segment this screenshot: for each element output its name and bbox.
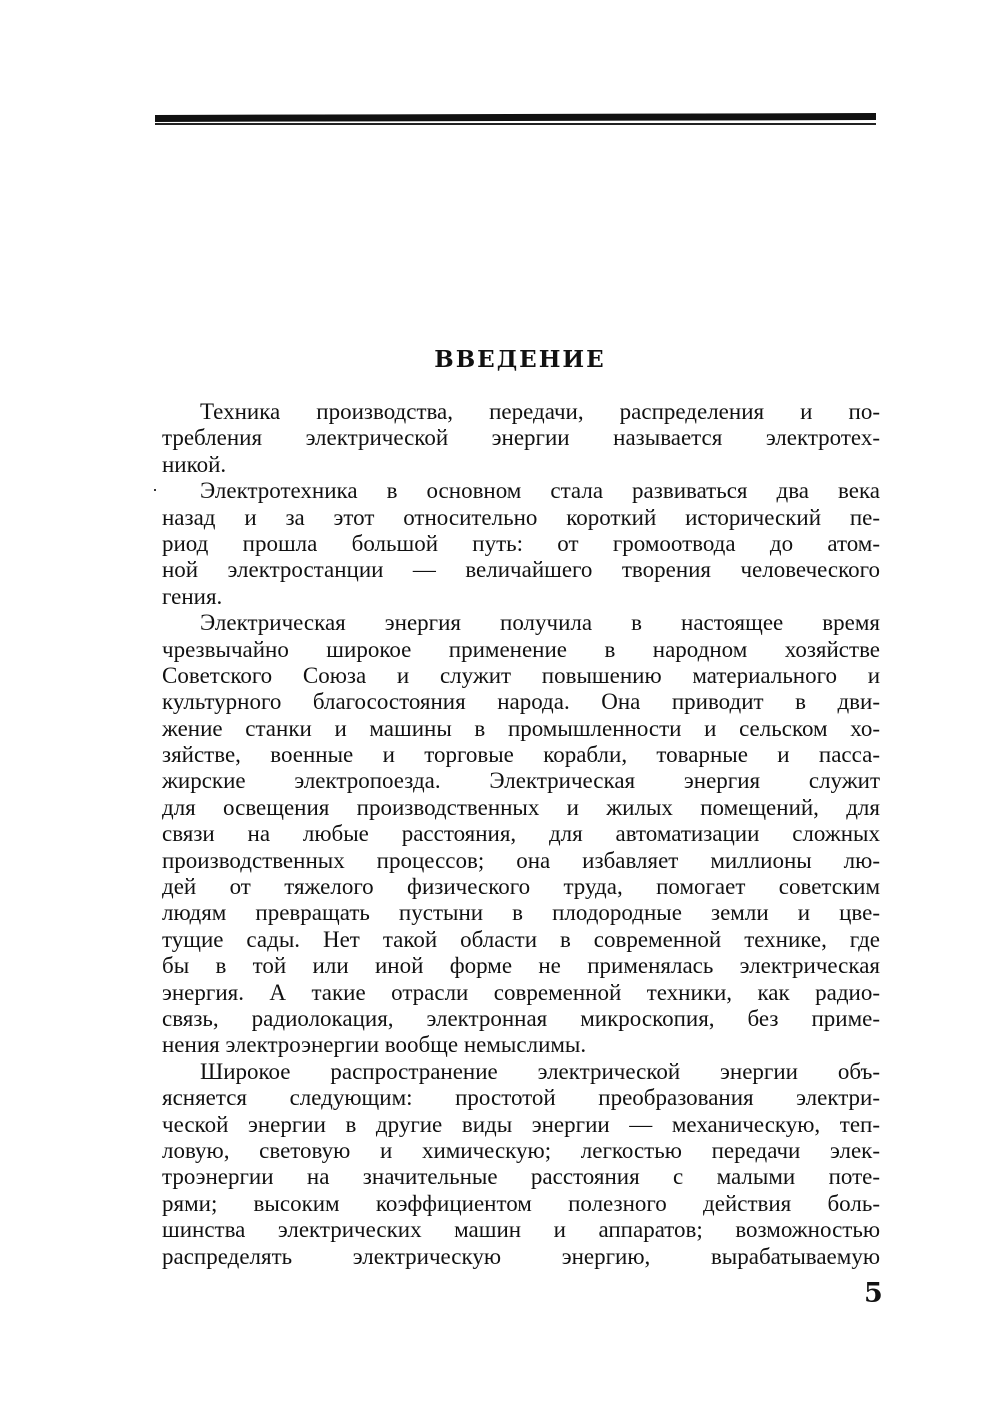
text-line: Электротехника в основном стала развиваться два века xyxy=(200,478,880,504)
paragraph xyxy=(162,1059,880,1270)
text-line: Техника производства, передачи, распределения и по- xyxy=(200,399,880,424)
text-line: жение станки и машины в промышленности и сельском хо- xyxy=(162,715,880,741)
text-line: дей от тяжелого физического труда, помогает советским xyxy=(162,874,880,900)
chapter-title: ВВЕДЕНИЕ xyxy=(434,346,606,373)
text-line: ясняется следующим: простотой преобразования электри- xyxy=(162,1085,880,1111)
text-line: Широкое распространение электрической энергии объ- xyxy=(200,1058,880,1084)
text-line: требления электрической энергии называется электротех- xyxy=(162,425,880,451)
paragraph xyxy=(162,478,880,610)
text-line: связь, радиолокация, электронная микроскопия, без приме- xyxy=(162,1005,880,1031)
text-line: производственных процессов; она избавляет миллионы лю- xyxy=(162,847,880,873)
text-line: жирские электропоезда. Электрическая энергия служит xyxy=(162,768,880,794)
paragraph xyxy=(162,399,880,478)
body-text xyxy=(162,399,880,1270)
text-line: людям превращать пустыни в плодородные земли и цве- xyxy=(162,900,880,926)
text-line: ловую, световую и химическую; легкостью передачи элек- xyxy=(162,1137,880,1163)
header-rule-thin xyxy=(155,123,876,125)
text-line: бы в той или иной форме не применялась электрическая xyxy=(162,953,880,979)
page-number: 5 xyxy=(864,1278,883,1309)
text-line: связи на любые расстояния, для автоматизации сложных xyxy=(162,821,880,847)
text-line: Электрическая энергия получила в настоящее время xyxy=(200,610,880,636)
text-line: чрезвычайно широкое применение в народном хозяйстве xyxy=(162,636,880,662)
text-line: шинства электрических машин и аппаратов; возможностью xyxy=(162,1217,880,1243)
text-line: рями; высоким коэффициентом полезного действия боль- xyxy=(162,1190,880,1216)
paragraph xyxy=(162,610,880,1059)
scan-speck xyxy=(154,489,156,491)
text-line: распределять электрическую энергию, вырабатываемую xyxy=(162,1243,880,1269)
text-line: гения. xyxy=(162,583,223,609)
text-line: ческой энергии в другие виды энергии — механическую, теп- xyxy=(162,1111,880,1137)
text-line: Советского Союза и служит повышению материального и xyxy=(162,662,880,688)
text-line: назад и за этот относительно короткий исторический пе- xyxy=(162,504,880,530)
text-line: троэнергии на значительные расстояния с малыми поте- xyxy=(162,1164,880,1190)
text-line: никой. xyxy=(162,451,227,477)
text-line: для освещения производственных и жилых помещений, для xyxy=(162,794,880,820)
text-line: ной электростанции — величайшего творения человеческого xyxy=(162,557,880,583)
header-rule-thick xyxy=(155,113,876,122)
text-line: нения электроэнергии вообще немыслимы. xyxy=(162,1032,587,1058)
text-line: риод прошла большой путь: от громоотвода до атом- xyxy=(162,530,880,556)
text-line: культурного благосостояния народа. Она приводит в дви- xyxy=(162,689,880,715)
text-line: тущие сады. Нет такой области в современной технике, где xyxy=(162,926,880,952)
text-line: зяйстве, военные и торговые корабли, товарные и пасса- xyxy=(162,742,880,768)
text-line: энергия. А такие отрасли современной техники, как радио- xyxy=(162,979,880,1005)
